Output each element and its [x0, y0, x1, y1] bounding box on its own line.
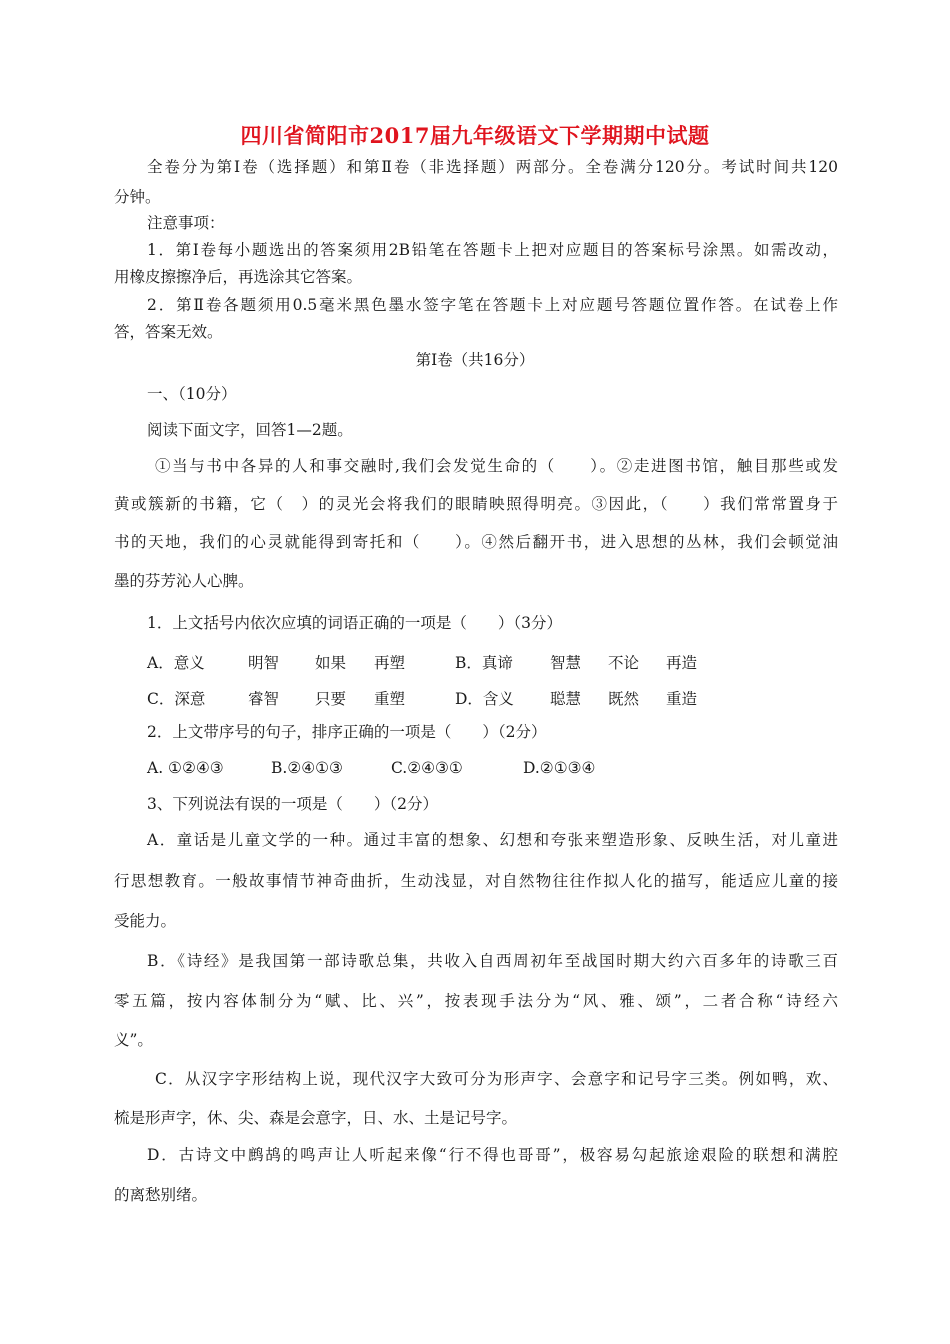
q3-option-a-line-2: 行思想教育。一般故事情节神奇曲折，生动浅显，对自然物往往作拟人化的描写，能适应儿童的接 — [114, 872, 838, 890]
q1-option-b-word: 再造 — [666, 654, 698, 672]
notice-2-line-1: 2．第Ⅱ卷各题须用0.5毫米黑色墨水签字笔在答题卡上对应题号答题位置作答。在试卷上作 — [147, 296, 838, 314]
q3-option-b-line-2: 零五篇，按内容体制分为“赋、比、兴”，按表现手法分为“风、雅、颂”，二者合称“诗经六 — [114, 992, 838, 1010]
q1-option-a-word: 再塑 — [374, 654, 406, 672]
q3-option-a-line-1: A．童话是儿童文学的一种。通过丰富的想象、幻想和夸张来塑造形象、反映生活，对儿童进 — [147, 831, 838, 849]
q1-option-a-word: 明智 — [248, 654, 280, 672]
q1-option-a-word: 如果 — [315, 654, 347, 672]
section1-heading: 一、（10分） — [147, 385, 237, 403]
q3-option-b-line-1: B．《诗经》是我国第一部诗歌总集，共收入自西周初年至战国时期大约六百多年的诗歌三百 — [147, 952, 838, 970]
q2-option-a: A. ①②④③ — [147, 759, 224, 777]
notice-heading: 注意事项： — [147, 214, 225, 232]
notice-2-line-2: 答，答案无效。 — [114, 323, 223, 341]
q1-option-c-label: C．深意 — [147, 690, 206, 708]
intro-line-2: 分钟。 — [114, 188, 161, 206]
question-2: 2．上文带序号的句子，排序正确的一项是（ ）（2分） — [147, 723, 547, 741]
q1-option-d-label: D．含义 — [455, 690, 514, 708]
part1-heading: 第Ⅰ卷（共16分） — [415, 351, 535, 369]
passage-line-4: 墨的芬芳沁人心脾。 — [114, 572, 254, 590]
q1-option-d-word: 聪慧 — [550, 690, 582, 708]
passage-line-2: 黄或簇新的书籍，它（ ）的灵光会将我们的眼睛映照得明亮。③因此，（ ）我们常常置身于 — [114, 495, 838, 513]
q3-option-d-line-2: 的离愁别绪。 — [114, 1186, 208, 1204]
q3-option-a-line-3: 受能力。 — [114, 912, 177, 930]
reading-instruction: 阅读下面文字，回答1—2题。 — [147, 421, 353, 439]
notice-1-line-2: 用橡皮擦擦净后，再选涂其它答案。 — [114, 268, 363, 286]
q1-option-b-label: B．真谛 — [455, 654, 513, 672]
passage-line-3: 书的天地，我们的心灵就能得到寄托和（ ）。④然后翻开书，进入思想的丛林，我们会顿觉油 — [114, 533, 838, 551]
intro-line-1: 全卷分为第Ⅰ卷（选择题）和第Ⅱ卷（非选择题）两部分。全卷满分120分。考试时间共120 — [147, 158, 838, 176]
q3-option-d-line-1: D．古诗文中鹧鸪的鸣声让人听起来像“行不得也哥哥”，极容易勾起旅途艰险的联想和满腔 — [147, 1146, 838, 1164]
question-1: 1．上文括号内依次应填的词语正确的一项是（ ）（3分） — [147, 614, 562, 632]
notice-1-line-1: 1．第Ⅰ卷每小题选出的答案须用2B铅笔在答题卡上把对应题目的答案标号涂黑。如需改动， — [147, 241, 838, 259]
q3-option-c-line-2: 梳是形声字，休、尖、森是会意字，日、水、土是记号字。 — [114, 1109, 518, 1127]
q1-option-c-word: 睿智 — [248, 690, 280, 708]
q2-option-d: D.②①③④ — [523, 759, 596, 777]
q2-option-c: C.②④③① — [391, 759, 463, 777]
q3-option-b-line-3: 义”。 — [114, 1031, 153, 1049]
question-3: 3、下列说法有误的一项是（ ）（2分） — [147, 795, 438, 813]
q1-option-b-word: 不论 — [608, 654, 640, 672]
q2-option-b: B.②④①③ — [271, 759, 343, 777]
q3-option-c-line-1: C．从汉字字形结构上说，现代汉字大致可分为形声字、会意字和记号字三类。例如鸭，欢、 — [155, 1070, 838, 1088]
passage-line-1: ①当与书中各异的人和事交融时,我们会发觉生命的（ ）。②走进图书馆，触目那些或发 — [155, 457, 838, 475]
q1-option-b-word: 智慧 — [550, 654, 582, 672]
document-title: 四川省简阳市2017届九年级语文下学期期中试题 — [240, 123, 710, 148]
q1-option-c-word: 重塑 — [374, 690, 406, 708]
q1-option-a-label: A．意义 — [147, 654, 205, 672]
q1-option-d-word: 重造 — [666, 690, 698, 708]
q1-option-c-word: 只要 — [315, 690, 347, 708]
q1-option-d-word: 既然 — [608, 690, 640, 708]
